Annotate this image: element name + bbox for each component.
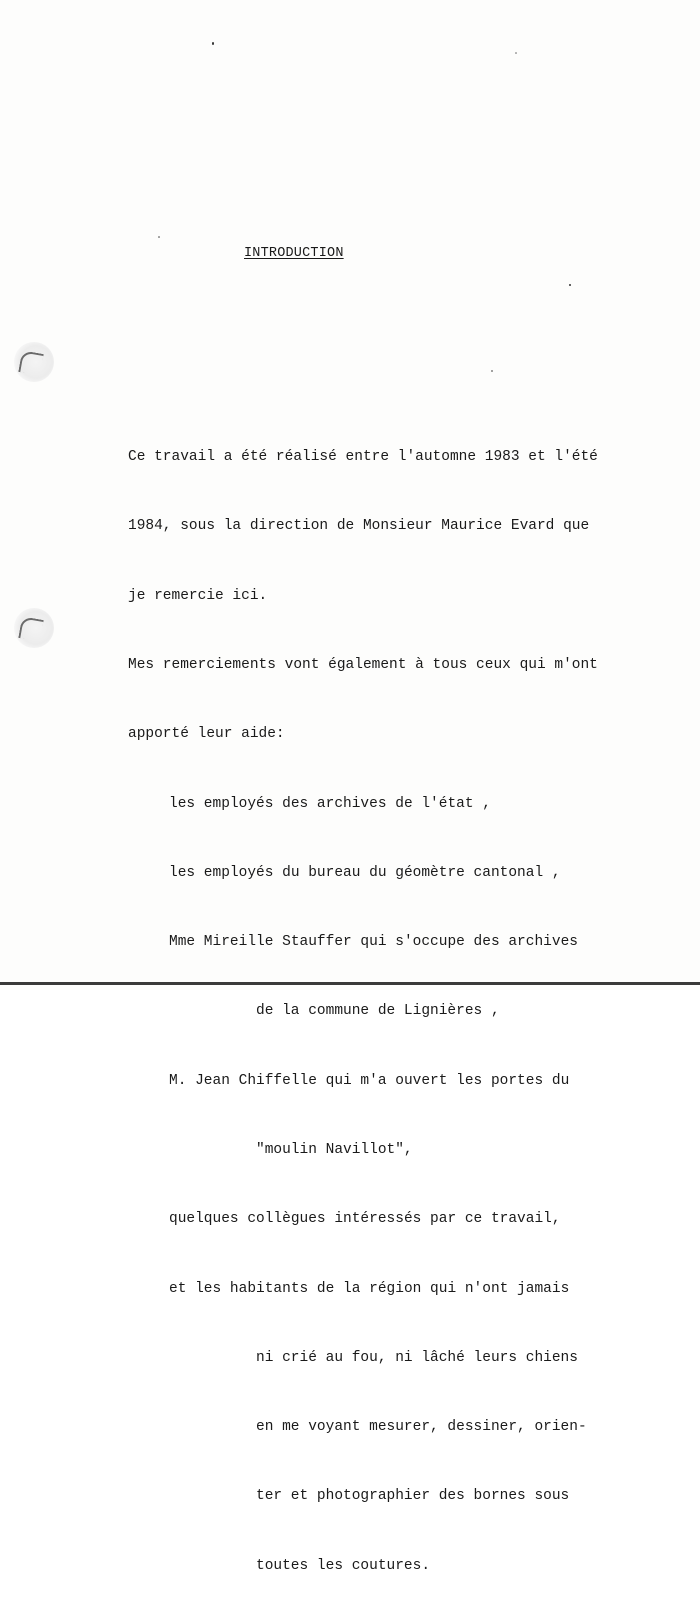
paper-speck — [515, 52, 517, 54]
text-line: Ce travail a été réalisé entre l'automne 1983 et l'été — [128, 449, 598, 466]
paper-speck — [569, 284, 571, 286]
text-line: et les habitants de la région qui n'ont jamais — [169, 1280, 570, 1297]
paper-speck — [158, 236, 160, 238]
paper-speck — [491, 370, 493, 372]
punch-hole-icon — [14, 608, 54, 648]
text-line: Mme Mireille Stauffer qui s'occupe des archives — [169, 934, 578, 951]
text-line: ter et photographier des bornes sous — [256, 1488, 570, 1505]
bottom-edge-line — [0, 982, 700, 985]
text-line: ni crié au fou, ni lâché leurs chiens — [256, 1349, 578, 1366]
page-title: INTRODUCTION — [244, 246, 344, 261]
document-body — [128, 400, 598, 1624]
text-line: M. Jean Chiffelle qui m'a ouvert les portes du — [169, 1072, 570, 1089]
text-line: apporté leur aide: — [128, 726, 285, 743]
text-line: 1984, sous la direction de Monsieur Maurice Evard que — [128, 518, 590, 535]
text-line: les employés du bureau du géomètre cantonal , — [169, 864, 561, 881]
text-line: je remercie ici. — [128, 587, 268, 604]
punch-hole-icon — [14, 342, 54, 382]
text-line: Mes remerciements vont également à tous ceux qui m'ont — [128, 657, 598, 674]
paper-speck — [212, 42, 214, 45]
text-line: quelques collègues intéressés par ce travail, — [169, 1211, 561, 1228]
text-line: en me voyant mesurer, dessiner, orien- — [256, 1419, 587, 1436]
text-line: toutes les coutures. — [256, 1557, 431, 1574]
text-line: de la commune de Lignières , — [256, 1003, 500, 1020]
text-line: "moulin Navillot", — [256, 1142, 413, 1158]
text-line: les employés des archives de l'état , — [169, 795, 491, 812]
